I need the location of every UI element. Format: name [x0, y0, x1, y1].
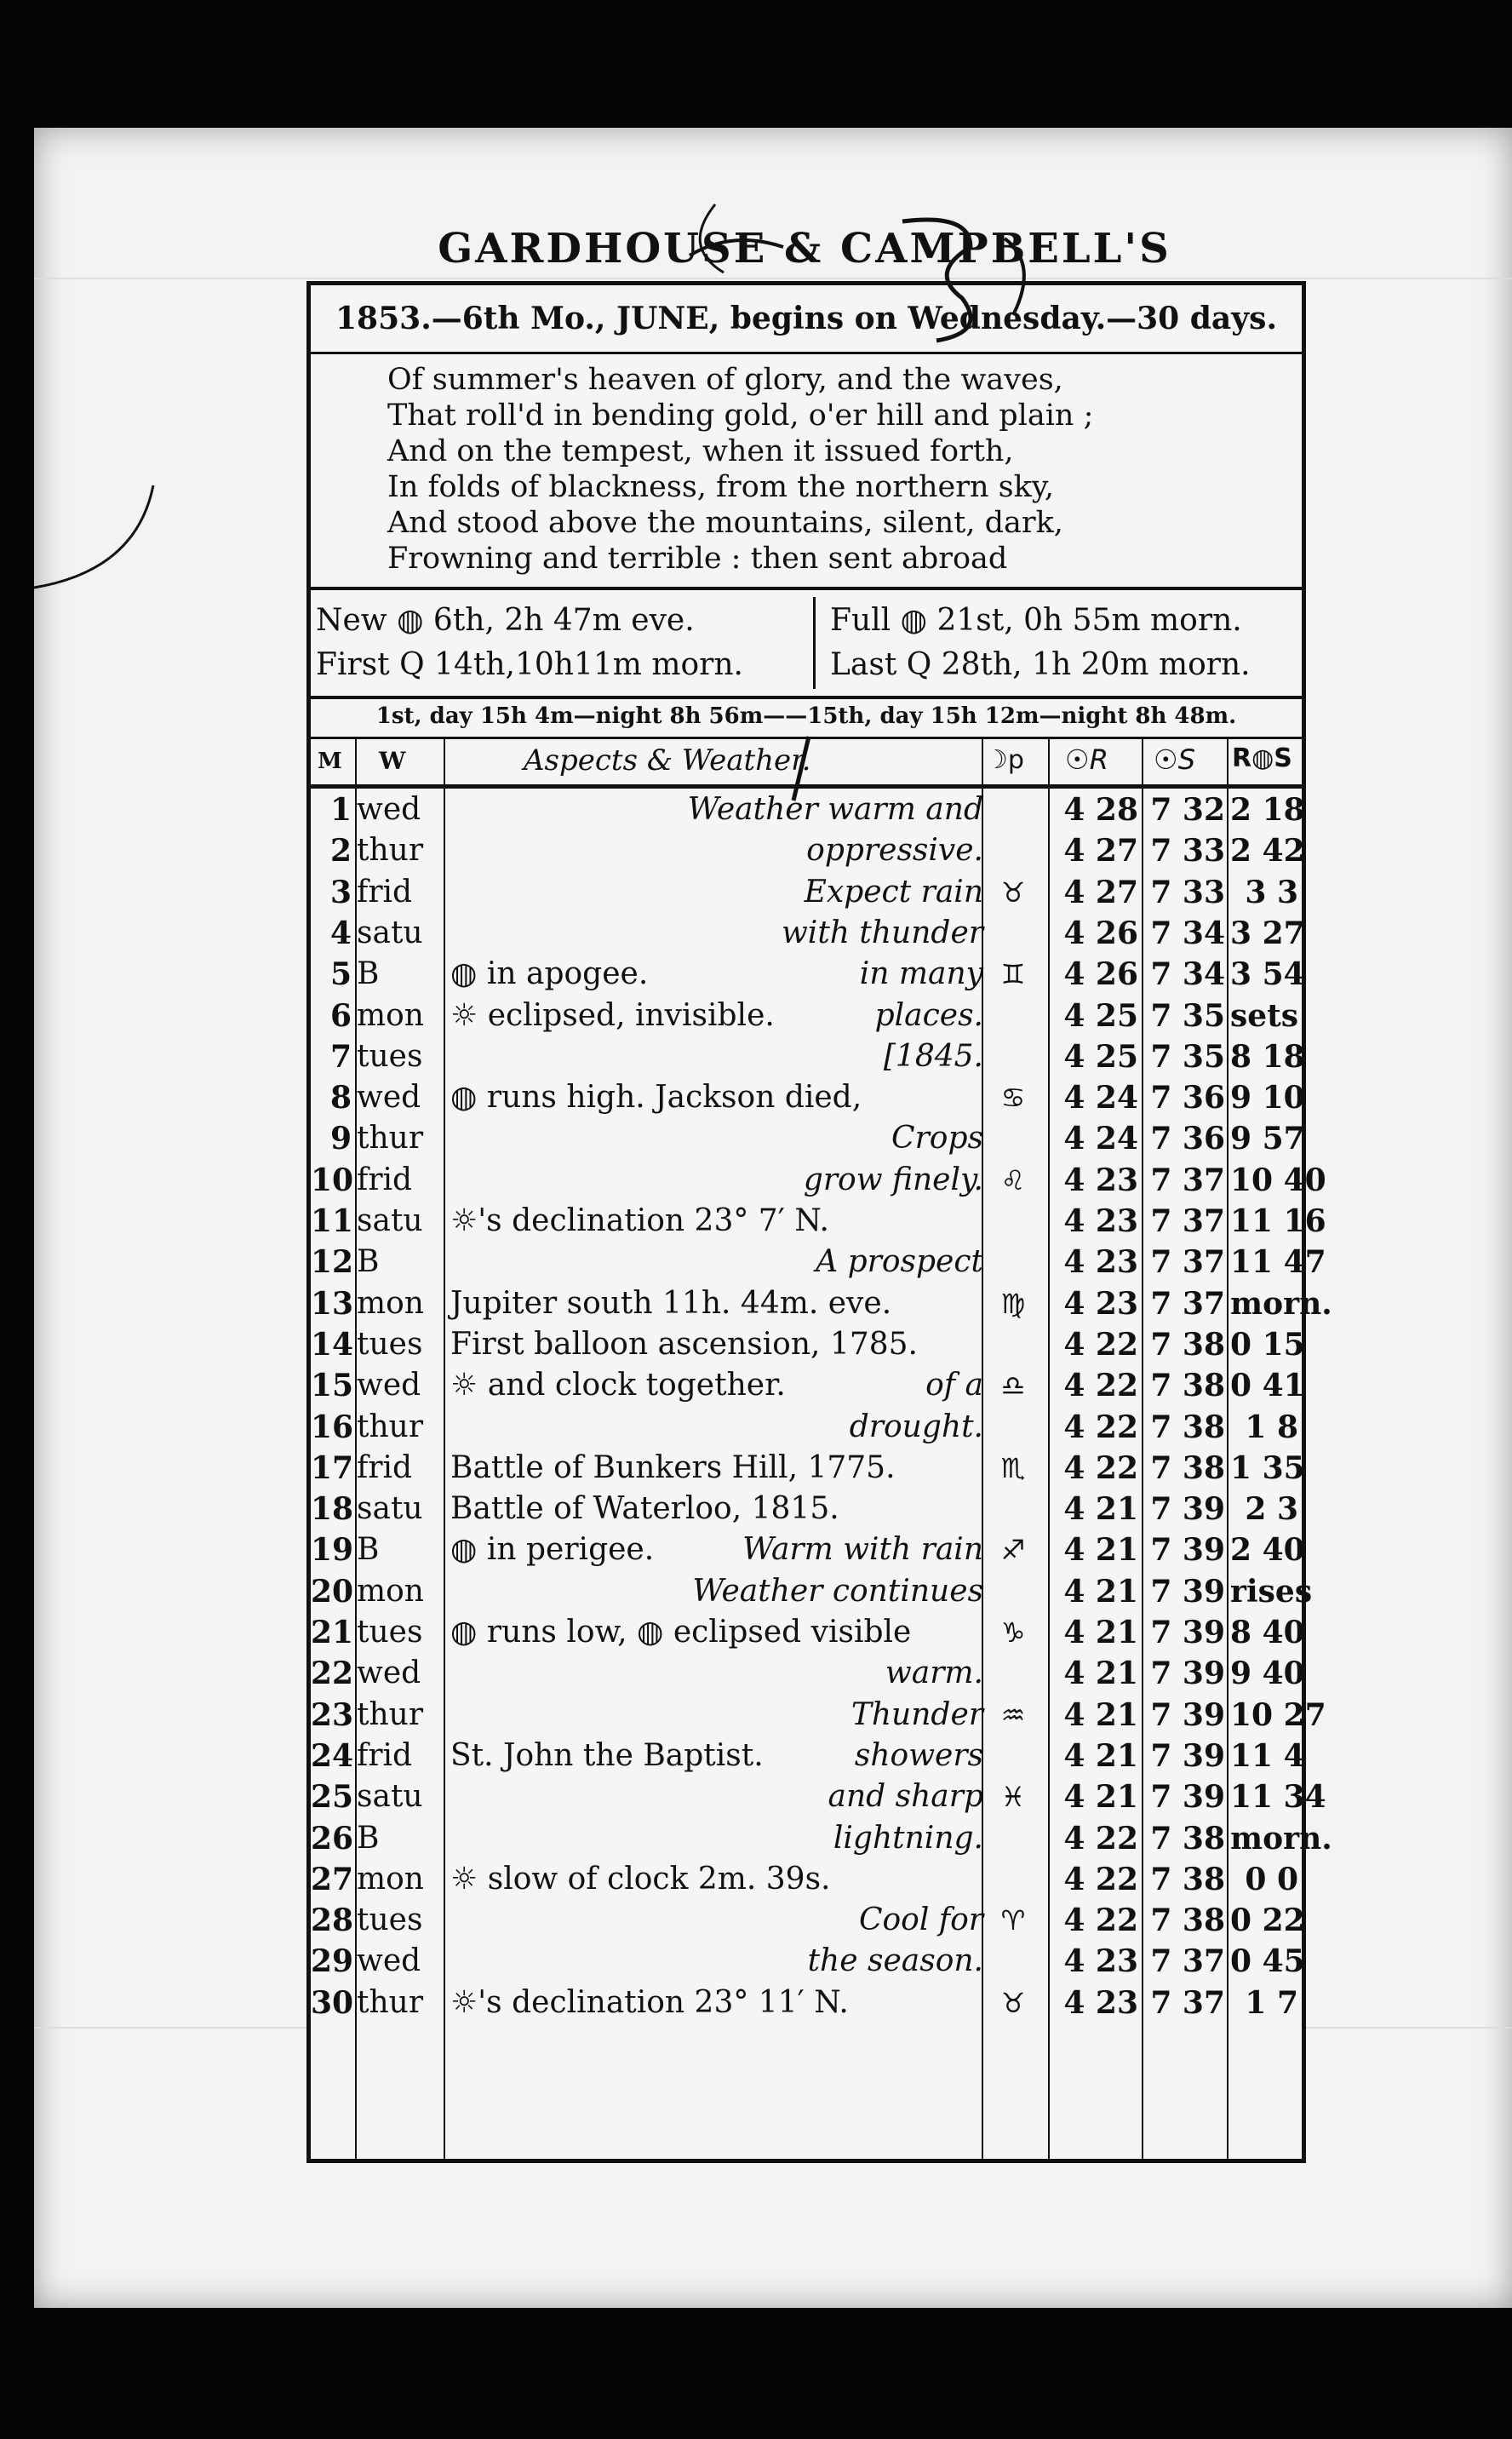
moon-rise-set: 9 40	[1230, 1656, 1305, 1692]
weather-text: places.	[874, 997, 983, 1033]
moon-phases-left	[316, 599, 743, 687]
sunrise-time: 4 28	[1063, 792, 1138, 828]
sunset-time: 7 33	[1150, 833, 1225, 869]
sunrise-time: 4 21	[1063, 1573, 1138, 1610]
day-of-week: frid	[357, 1162, 413, 1197]
moon-rise-set: sets	[1230, 997, 1299, 1034]
sunrise-time: 4 24	[1063, 1080, 1138, 1116]
aspect-text: First balloon ascension, 1785.	[450, 1326, 918, 1362]
moon-rise-set: 8 18	[1230, 1038, 1305, 1075]
moon-rise-set: 10 40	[1230, 1162, 1326, 1198]
moon-rise-set: 10 27	[1230, 1696, 1326, 1733]
day-of-month: 16	[311, 1409, 354, 1445]
day-of-week: mon	[357, 997, 424, 1033]
moon-rise-set: 11 16	[1230, 1203, 1326, 1239]
sunset-time: 7 34	[1150, 915, 1225, 951]
table-row	[311, 1242, 1326, 1283]
table-row	[311, 872, 1302, 913]
table-row	[311, 1407, 1302, 1448]
day-of-week: tues	[357, 1326, 423, 1362]
sunset-time: 7 32	[1150, 792, 1225, 828]
sunset-time: 7 34	[1150, 956, 1225, 993]
sunrise-time: 4 22	[1063, 1449, 1138, 1486]
moon-rise-set: 11 47	[1230, 1244, 1326, 1281]
weather-text: and sharp	[828, 1779, 983, 1815]
moon-phase-last-quarter: Last Q 28th, 1h 20m morn.	[830, 647, 1251, 682]
sunrise-time: 4 27	[1063, 833, 1138, 869]
table-row	[311, 1283, 1332, 1324]
weather-text: grow finely.	[803, 1162, 983, 1197]
moon-sign: ♋	[1000, 1082, 1026, 1115]
weather-text: warm.	[885, 1656, 983, 1691]
day-of-month: 26	[311, 1820, 354, 1857]
sunset-time: 7 38	[1150, 1326, 1225, 1363]
moon-rise-set: rises	[1230, 1573, 1313, 1610]
day-of-month: 8	[329, 1080, 352, 1116]
aspect-text: ◍ runs low, ◍ eclipsed visible	[450, 1615, 912, 1650]
day-of-week: satu	[357, 1779, 423, 1815]
day-of-month: 19	[311, 1532, 354, 1569]
moon-rise-set: 0 0	[1245, 1861, 1298, 1897]
weather-text: [1845.	[883, 1038, 983, 1074]
sunset-time: 7 39	[1150, 1737, 1225, 1774]
moon-phase-new: New ◍ 6th, 2h 47m eve.	[316, 603, 695, 638]
aspect-text: Battle of Bunkers Hill, 1775.	[450, 1449, 896, 1485]
poem-line: Of summer's heaven of glory, and the waves,	[387, 363, 1063, 397]
moon-rise-set: 1 35	[1230, 1449, 1305, 1486]
sunrise-time: 4 23	[1063, 1943, 1138, 1980]
day-of-week: B	[357, 1532, 380, 1568]
sunrise-time: 4 23	[1063, 1203, 1138, 1239]
table-row	[311, 1736, 1305, 1776]
day-of-week: mon	[357, 1285, 424, 1321]
day-of-month: 15	[311, 1368, 354, 1404]
weather-text: A prospect	[816, 1244, 983, 1280]
handwritten-mark	[783, 732, 817, 809]
sunset-time: 7 39	[1150, 1656, 1225, 1692]
moon-rise-set: morn.	[1230, 1820, 1332, 1857]
table-row	[311, 954, 1305, 995]
sunrise-time: 4 23	[1063, 1984, 1138, 2021]
poem-block	[311, 352, 1302, 590]
table-row	[311, 1160, 1326, 1201]
moon-rise-set: 2 18	[1230, 792, 1305, 828]
weather-text: in many	[859, 956, 983, 992]
sunset-time: 7 38	[1150, 1409, 1225, 1445]
moon-divider	[813, 597, 816, 689]
moon-rise-set: 0 15	[1230, 1326, 1305, 1363]
moon-rise-set: 3 3	[1245, 874, 1298, 910]
sunset-time: 7 39	[1150, 1573, 1225, 1610]
moon-sign: ♊	[1000, 958, 1026, 991]
moon-rise-set: 0 41	[1230, 1368, 1305, 1404]
day-of-week: tues	[357, 1038, 423, 1074]
sunrise-time: 4 23	[1063, 1244, 1138, 1281]
moon-phase-full: Full ◍ 21st, 0h 55m morn.	[830, 603, 1242, 638]
day-of-month: 27	[311, 1861, 354, 1897]
aspect-text: ☼'s declination 23° 11′ N.	[450, 1984, 849, 2020]
poem-line: And on the tempest, when it issued forth,	[387, 434, 1014, 468]
header-aspects: Aspects & Weather.	[524, 743, 811, 778]
moon-phase-first-quarter: First Q 14th,10h11m morn.	[316, 647, 743, 682]
sunset-time: 7 33	[1150, 874, 1225, 910]
day-of-month: 12	[311, 1244, 354, 1281]
aspect-text: Battle of Waterloo, 1815.	[450, 1491, 839, 1527]
moon-rise-set: 3 27	[1230, 915, 1305, 951]
day-of-week: B	[357, 1820, 380, 1856]
table-row	[311, 1489, 1302, 1529]
day-of-week: frid	[357, 1449, 413, 1485]
sunset-time: 7 38	[1150, 1902, 1225, 1939]
day-of-week: tues	[357, 1902, 423, 1938]
poem-line: Frowning and terrible : then sent abroad	[387, 542, 1008, 576]
weather-text: Cool for	[858, 1902, 983, 1938]
sunrise-time: 4 21	[1063, 1491, 1138, 1528]
day-of-month: 18	[311, 1491, 354, 1528]
sunset-time: 7 39	[1150, 1696, 1225, 1733]
weather-text: Weather continues	[692, 1573, 983, 1609]
sunrise-time: 4 21	[1063, 1737, 1138, 1774]
day-of-month: 22	[311, 1656, 354, 1692]
moon-rise-set: 2 40	[1230, 1532, 1305, 1569]
sunset-time: 7 35	[1150, 1038, 1225, 1075]
sunrise-time: 4 24	[1063, 1121, 1138, 1157]
weather-text: showers	[854, 1737, 983, 1773]
weather-text: Warm with rain	[742, 1532, 983, 1568]
sunset-time: 7 37	[1150, 1943, 1225, 1980]
sunset-time: 7 38	[1150, 1861, 1225, 1897]
day-of-month: 10	[311, 1162, 354, 1198]
month-title: 1853.—6th Mo., JUNE, begins on Wednesday.—30 days.	[311, 285, 1302, 354]
moon-rise-set: 2 42	[1230, 833, 1305, 869]
day-of-week: mon	[357, 1861, 424, 1897]
aspect-text: ◍ in apogee.	[450, 956, 649, 992]
day-of-month: 2	[329, 833, 352, 869]
table-row	[311, 1900, 1305, 1941]
day-length: 1st, day 15h 4m—night 8h 56m——15th, day 15h 12m—night 8h 48m.	[311, 696, 1302, 739]
sunrise-time: 4 22	[1063, 1326, 1138, 1363]
calendar-frame	[306, 281, 1332, 2163]
table-row	[311, 1571, 1313, 1612]
sunrise-time: 4 21	[1063, 1532, 1138, 1569]
sunset-time: 7 39	[1150, 1491, 1225, 1528]
day-of-week: satu	[357, 915, 423, 950]
day-of-week: frid	[357, 874, 413, 910]
day-of-month: 20	[311, 1573, 354, 1610]
day-of-week: frid	[357, 1737, 413, 1773]
day-of-month: 9	[329, 1121, 352, 1157]
day-of-week: wed	[357, 1368, 421, 1403]
aspect-text: ☼ and clock together.	[450, 1368, 786, 1403]
table-row	[311, 1448, 1305, 1489]
sunrise-time: 4 27	[1063, 874, 1138, 910]
moon-rise-set: 9 10	[1230, 1080, 1305, 1116]
handwritten-mark	[17, 477, 170, 596]
table-row	[311, 1653, 1305, 1694]
day-of-month: 1	[329, 792, 352, 828]
moon-sign: ♌	[1000, 1163, 1026, 1197]
weather-text: Thunder	[850, 1696, 983, 1732]
moon-sign: ♒	[1000, 1698, 1026, 1731]
header-moon-rs: R◍S	[1232, 743, 1292, 773]
day-of-week: thur	[357, 1409, 424, 1444]
day-of-month: 17	[311, 1449, 354, 1486]
day-of-week: wed	[357, 1943, 421, 1979]
header-dp: ☽p	[985, 745, 1024, 775]
moon-sign: ♐	[1000, 1534, 1026, 1567]
poem-line: And stood above the mountains, silent, dark,	[387, 506, 1063, 540]
weather-text: drought.	[849, 1409, 983, 1444]
day-of-week: wed	[357, 792, 421, 827]
day-of-month: 13	[311, 1285, 354, 1322]
sunrise-time: 4 22	[1063, 1902, 1138, 1939]
handwritten-mark	[664, 196, 766, 298]
sunrise-time: 4 22	[1063, 1820, 1138, 1857]
sunrise-time: 4 22	[1063, 1409, 1138, 1445]
weather-text: Expect rain	[804, 874, 983, 910]
sunrise-time: 4 23	[1063, 1285, 1138, 1322]
sunset-time: 7 37	[1150, 1285, 1225, 1322]
moon-sign: ♉	[1000, 875, 1026, 909]
table-row	[311, 1612, 1305, 1653]
moon-rise-set: 2 3	[1245, 1491, 1298, 1528]
table-row	[311, 1529, 1305, 1570]
moon-sign: ♓	[1000, 1781, 1026, 1814]
sunrise-time: 4 21	[1063, 1696, 1138, 1733]
sunset-time: 7 39	[1150, 1615, 1225, 1650]
table-row	[311, 913, 1305, 954]
sunset-time: 7 37	[1150, 1162, 1225, 1198]
sunset-time: 7 37	[1150, 1244, 1225, 1281]
moon-rise-set: 3 54	[1230, 956, 1305, 993]
moon-rise-set: 0 45	[1230, 1943, 1305, 1980]
day-of-week: B	[357, 956, 380, 992]
day-of-month: 4	[329, 915, 352, 951]
sunset-time: 7 38	[1150, 1449, 1225, 1486]
moon-rise-set: 11 4	[1230, 1737, 1305, 1774]
poem-line: In folds of blackness, from the northern sky,	[387, 470, 1055, 504]
day-of-week: thur	[357, 833, 424, 869]
header-sunrise: ☉R	[1065, 743, 1108, 776]
moon-phases	[311, 590, 1302, 699]
sunset-time: 7 36	[1150, 1080, 1225, 1116]
table-row	[311, 1365, 1305, 1406]
day-of-week: thur	[357, 1984, 424, 2020]
moon-sign: ♎	[1000, 1369, 1026, 1403]
day-of-week: thur	[357, 1121, 424, 1156]
sunset-time: 7 35	[1150, 997, 1225, 1034]
day-of-month: 29	[311, 1943, 354, 1980]
header-m: M	[318, 749, 342, 774]
aspect-text: Jupiter south 11h. 44m. eve.	[450, 1285, 892, 1321]
aspect-text: ◍ in perigee.	[450, 1532, 655, 1568]
sunrise-time: 4 22	[1063, 1861, 1138, 1897]
moon-phases-right	[830, 599, 1251, 687]
sunset-time: 7 37	[1150, 1203, 1225, 1239]
day-of-month: 25	[311, 1779, 354, 1816]
aspect-text: ◍ runs high. Jackson died,	[450, 1080, 862, 1116]
day-of-month: 30	[311, 1984, 354, 2021]
aspect-text: St. John the Baptist.	[450, 1737, 764, 1773]
weather-text: Crops	[891, 1121, 983, 1156]
day-of-week: wed	[357, 1656, 421, 1691]
moon-rise-set: 8 40	[1230, 1615, 1305, 1650]
poem-line: That roll'd in bending gold, o'er hill and plain ;	[387, 399, 1094, 433]
table-row	[311, 1695, 1326, 1736]
table-row	[311, 996, 1302, 1036]
table-row	[311, 1776, 1326, 1817]
day-of-week: satu	[357, 1491, 423, 1527]
day-of-week: thur	[357, 1696, 424, 1732]
weather-text: lightning.	[833, 1820, 983, 1856]
moon-sign: ♉	[1000, 1986, 1026, 2019]
moon-rise-set: morn.	[1230, 1285, 1332, 1322]
moon-sign: ♍	[1000, 1287, 1026, 1320]
day-of-month: 11	[311, 1203, 354, 1239]
day-of-month: 14	[311, 1326, 354, 1363]
aspect-text: ☼'s declination 23° 7′ N.	[450, 1203, 829, 1238]
weather-text: the season.	[807, 1943, 983, 1979]
table-row	[311, 1036, 1305, 1077]
day-of-week: mon	[357, 1573, 424, 1609]
table-row	[311, 1941, 1305, 1982]
day-of-month: 5	[329, 956, 352, 993]
moon-sign: ♈	[1000, 1904, 1026, 1937]
day-of-month: 23	[311, 1696, 354, 1733]
sunset-time: 7 36	[1150, 1121, 1225, 1157]
sunset-time: 7 39	[1150, 1779, 1225, 1816]
day-of-month: 7	[329, 1038, 352, 1075]
sunrise-time: 4 22	[1063, 1368, 1138, 1404]
day-of-month: 21	[311, 1615, 354, 1650]
moon-rise-set: 11 34	[1230, 1779, 1326, 1816]
sunrise-time: 4 21	[1063, 1779, 1138, 1816]
table-row	[311, 1324, 1305, 1365]
table-row	[311, 1818, 1332, 1859]
moon-rise-set: 9 57	[1230, 1121, 1305, 1157]
sunset-time: 7 39	[1150, 1532, 1225, 1569]
weather-text: of a	[925, 1368, 983, 1403]
sunrise-time: 4 25	[1063, 997, 1138, 1034]
weather-text: oppressive.	[806, 833, 983, 869]
sunrise-time: 4 26	[1063, 956, 1138, 993]
day-of-week: tues	[357, 1615, 423, 1650]
sunrise-time: 4 25	[1063, 1038, 1138, 1075]
day-of-month: 24	[311, 1737, 354, 1774]
table-row	[311, 1201, 1326, 1242]
day-of-month: 6	[329, 997, 352, 1034]
day-of-month: 3	[329, 874, 352, 910]
sunset-time: 7 37	[1150, 1984, 1225, 2021]
moon-rise-set: 0 22	[1230, 1902, 1305, 1939]
page-header: GARDHOUSE & CAMPBELL'S	[438, 225, 1171, 273]
weather-text: with thunder	[781, 915, 983, 950]
table-row	[311, 1118, 1305, 1159]
table-row	[311, 830, 1305, 871]
sunrise-time: 4 21	[1063, 1615, 1138, 1650]
moon-rise-set: 1 8	[1245, 1409, 1298, 1445]
table-row	[311, 1859, 1302, 1900]
table-row	[311, 1983, 1302, 2023]
sunset-time: 7 38	[1150, 1820, 1225, 1857]
weather-text: Weather warm and	[687, 792, 983, 827]
day-of-week: satu	[357, 1203, 423, 1238]
aspect-text: ☼ slow of clock 2m. 39s.	[450, 1861, 831, 1897]
moon-sign: ♏	[1000, 1451, 1026, 1484]
moon-sign: ♑	[1000, 1616, 1026, 1649]
sunrise-time: 4 23	[1063, 1162, 1138, 1198]
header-w: W	[379, 747, 406, 775]
sunrise-time: 4 21	[1063, 1656, 1138, 1692]
moon-rise-set: 1 7	[1245, 1984, 1298, 2021]
day-of-week: B	[357, 1244, 380, 1280]
sunrise-time: 4 26	[1063, 915, 1138, 951]
header-sunset: ☉S	[1154, 743, 1195, 776]
aspect-text: ☼ eclipsed, invisible.	[450, 997, 775, 1033]
day-of-week: wed	[357, 1080, 421, 1116]
table-row	[311, 1077, 1305, 1118]
sunset-time: 7 38	[1150, 1368, 1225, 1404]
day-of-month: 28	[311, 1902, 354, 1939]
